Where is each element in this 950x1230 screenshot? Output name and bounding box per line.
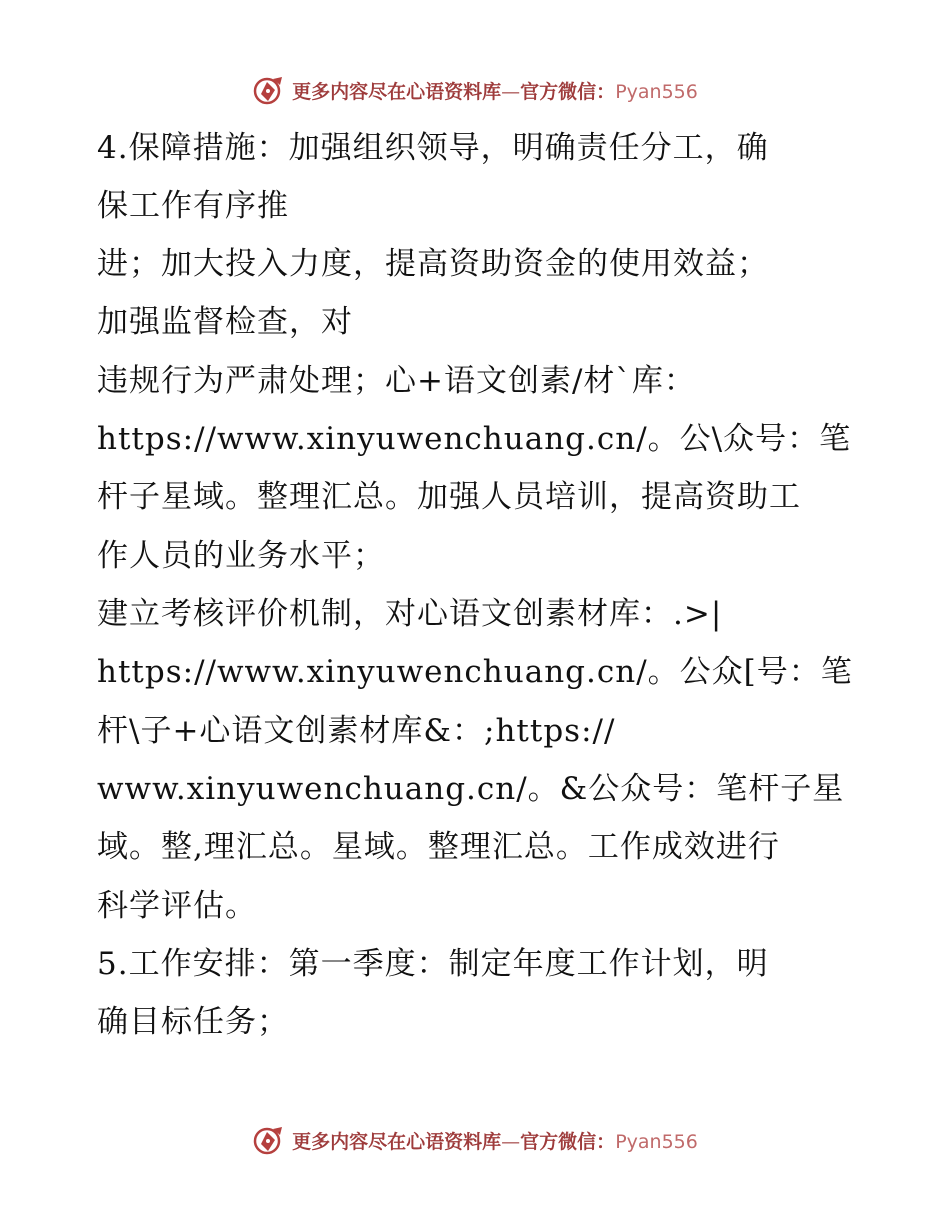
body-line-2: 保工作有序推 [97, 188, 289, 224]
body-line-7: 杆子星域。整理汇总。加强人员培训，提高资助工 [97, 479, 801, 515]
body-line-11: 杆\子+心语文创素材库&：;https:// [97, 713, 616, 749]
body-line-1: 4.保障措施：加强组织领导，明确责任分工，确 [97, 130, 769, 166]
body-line-5: 违规行为严肃处理；心+语文创素/材`库： [97, 363, 696, 399]
header-banner-official: 官方微信： [520, 80, 616, 103]
header-banner-main: 更多内容尽在心语资料库 [292, 80, 502, 103]
body-line-12: www.xinyuwenchuang.cn/。&公众号：笔杆子星 [97, 771, 845, 807]
body-line-8: 作人员的业务水平； [97, 538, 385, 574]
body-line-10: https://www.xinyuwenchuang.cn/。公众[号：笔 [97, 654, 853, 690]
body-line-9: 建立考核评价机制，对心语文创素材库：.>| [97, 596, 723, 632]
body-line-13: 域。整,理汇总。星域。整理汇总。工作成效进行 [97, 829, 780, 865]
header-banner-dash: — [501, 80, 521, 103]
footer-banner-official: 官方微信： [520, 1130, 616, 1153]
body-line-16: 确目标任务； [97, 1004, 289, 1040]
header-banner-inner [252, 73, 698, 107]
header-banner-text [292, 77, 698, 104]
footer-banner-id: Pyan556 [615, 1130, 698, 1153]
body-line-15: 5.工作安排：第一季度：制定年度工作计划，明 [97, 946, 769, 982]
pen-nib-logo-icon [252, 1123, 286, 1157]
body-line-3: 进；加大投入力度，提高资助资金的使用效益； [97, 246, 769, 282]
footer-banner-dash: — [501, 1130, 521, 1153]
footer-banner-main: 更多内容尽在心语资料库 [292, 1130, 502, 1153]
header-banner [0, 70, 950, 110]
pen-nib-logo-icon [252, 73, 286, 107]
footer-banner-inner [252, 1123, 698, 1157]
body-line-14: 科学评估。 [97, 888, 257, 924]
footer-banner-text [292, 1127, 698, 1154]
footer-banner [0, 1120, 950, 1160]
body-line-6: https://www.xinyuwenchuang.cn/。公\众号：笔 [97, 421, 852, 457]
header-banner-id: Pyan556 [615, 80, 698, 103]
body-line-4: 加强监督检查，对 [97, 304, 353, 340]
